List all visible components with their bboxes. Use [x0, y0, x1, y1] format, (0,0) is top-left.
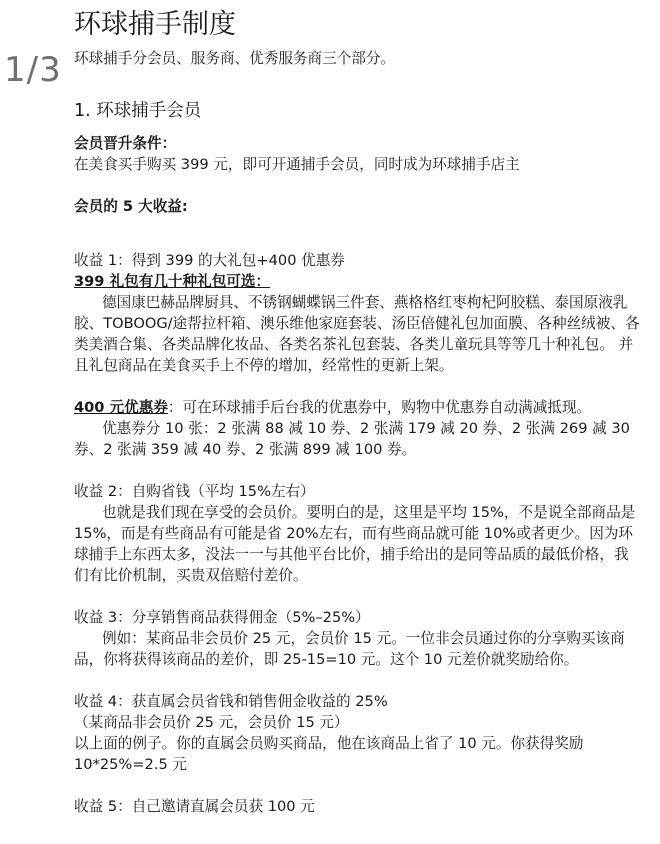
coupon-text: ：可在环球捕手后台我的优惠券中，购物中优惠券自动满减抵现。 [167, 399, 592, 416]
document-title: 环球捕手制度 [74, 9, 236, 40]
benefits-label: 会员的 5 大收益: [74, 198, 188, 215]
promotion-label: 会员晋升条件： [74, 135, 177, 152]
intro-text: 环球捕手分会员、服务商、优秀服务商三个部分。 [74, 50, 396, 67]
coupon-detail: 优惠券分 10 张：2 张满 88 减 10 券、2 张满 179 减 20 券、2 张满 269 减 30 券、2 张满 359 减 40 券、2 张满 899 减 100 券。 [74, 420, 630, 458]
benefit-1-title: 收益 1：得到 399 的大礼包+400 优惠券 [74, 252, 345, 269]
benefit-2-text: 也就是我们现在享受的会员价。要明白的是，这里是平均 15%，不是说全部商品是 15%，而是有些商品有可能是省 20%左右，而有些商品就可能 10%或者更少。因为环球捕手上东西太多，没法一一与其他平台比价，捕手给出的是同等品质的最低价格，我们有比价机制，买贵双倍赔付差价。 [74, 504, 636, 584]
coupon-line [74, 397, 642, 418]
page-counter: 1/3 [4, 50, 62, 90]
gift-pack-text: 德国康巴赫品牌厨具、不锈钢蝴蝶锅三件套、燕格格红枣枸杞阿胶糕、泰国原液乳胶、TOBOOG/途帮拉杆箱、澳乐维他家庭套装、汤臣倍健礼包加面膜、各种丝绒被、各类美酒合集、各类品牌化妆品、各类名茶礼包套装、各类儿童玩具等等几十种礼包。 并且礼包商品在美食买手上不停的增加，经常性的更新上架。 [74, 294, 640, 374]
benefit-3-text: 例如：某商品非会员价 25 元，会员价 15 元。一位非会员通过你的分享购买该商品，你将获得该商品的差价，即 25-15=10 元。这个 10 元差价就奖励给你。 [74, 630, 625, 668]
document-body [74, 6, 642, 817]
section-heading-member: 1. 环球捕手会员 [74, 101, 202, 121]
benefit-2-title: 收益 2：自购省钱（平均 15%左右） [74, 483, 315, 500]
coupon-label: 400 元优惠券 [74, 399, 168, 416]
benefit-3-title: 收益 3：分享销售商品获得佣金（5%–25%） [74, 609, 370, 626]
gift-pack-label: 399 礼包有几十种礼包可选： [74, 273, 271, 290]
benefit-4-title: 收益 4：获直属会员省钱和销售佣金收益的 25% [74, 693, 388, 710]
benefit-5-title: 收益 5：自己邀请直属会员获 100 元 [74, 798, 315, 815]
benefit-4-text: 以上面的例子。你的直属会员购买商品，他在该商品上省了 10 元。你获得奖励 10*25%=2.5 元 [74, 735, 584, 773]
benefit-4-note: （某商品非会员价 25 元，会员价 15 元） [74, 714, 349, 731]
promotion-text: 在美食买手购买 399 元，即可开通捕手会员，同时成为环球捕手店主 [74, 156, 520, 173]
